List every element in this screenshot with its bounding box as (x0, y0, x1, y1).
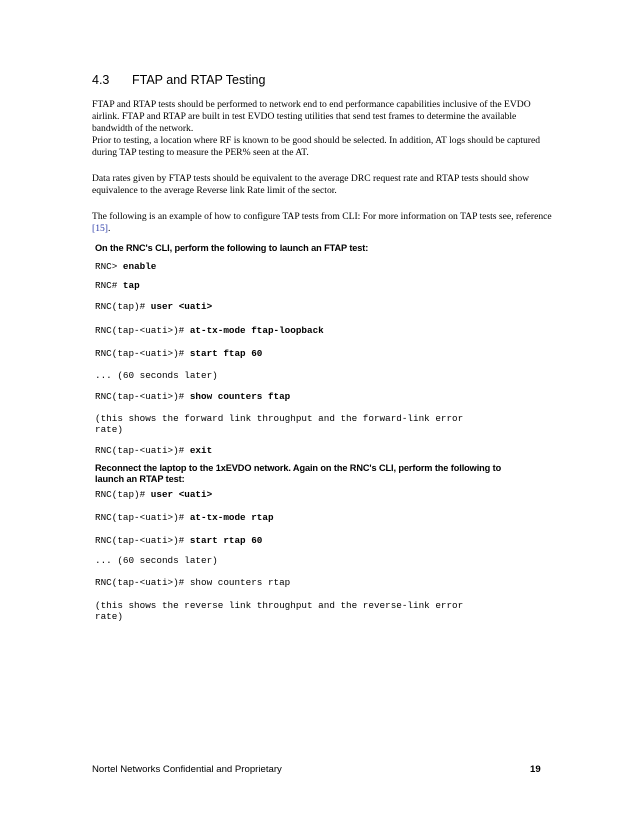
reference-link[interactable]: [15] (92, 223, 108, 234)
cli-prompt: RNC(tap-<uati>)# (95, 445, 190, 456)
cli-output: rate) (95, 611, 123, 622)
cli-command: show counters ftap (189, 391, 291, 402)
cli-prompt: RNC(tap-<uati>)# (95, 535, 190, 546)
cli-output: (this shows the forward link throughput and the forward-link error (95, 413, 464, 424)
cli-prompt: RNC(tap-<uati>)# (95, 348, 190, 359)
cli-prompt: RNC# (95, 280, 123, 291)
section-heading (92, 73, 265, 87)
paragraph-text: Data rates given by FTAP tests should be equivalent to the average DRC request rate and RTAP tests should show equivalence to the average Reverse link Rate limit of the sector. (92, 173, 530, 196)
cli-line (95, 348, 262, 359)
cli-line (95, 445, 212, 456)
paragraph-line: FTAP and RTAP tests should be performed to network end to end performance capabilities inclusive of the EVDO airlink. FTAP and RTAP are built in test EVDO testing utilities that send test frames to determine the available bandwidth of the network. (92, 99, 531, 134)
paragraph-line: Prior to testing, a location where RF is known to be good should be selected. In addition, AT logs should be captured during TAP testing to measure the PER% seen at the AT. (92, 135, 540, 158)
cli-line: RNC(tap-<uati>)# show counters rtap (95, 577, 291, 588)
cli-prompt: RNC(tap-<uati>)# (95, 512, 190, 523)
cli-prompt: RNC(tap-<uati>)# (95, 391, 190, 402)
cli-command: user <uati> (150, 301, 213, 312)
cli-line (95, 301, 212, 312)
section-title: FTAP and RTAP Testing (132, 73, 266, 87)
cli-line (95, 261, 156, 272)
cli-line (95, 489, 212, 500)
ftap-intro: On the RNC's CLI, perform the following to launch an FTAP test: (95, 243, 369, 253)
data-rates-paragraph (92, 173, 552, 197)
cli-output: rate) (95, 424, 123, 435)
cli-line (95, 280, 140, 291)
cli-output: ... (60 seconds later) (95, 555, 218, 566)
cli-line (95, 512, 274, 523)
cli-command: user <uati> (150, 489, 213, 500)
cli-line (95, 391, 290, 402)
cli-prompt: RNC(tap)# (95, 489, 151, 500)
example-paragraph (92, 211, 552, 235)
cli-prompt: RNC(tap-<uati>)# (95, 325, 190, 336)
cli-command: start rtap 60 (189, 535, 263, 546)
cli-output: (this shows the reverse link throughput and the reverse-link error (95, 600, 464, 611)
cli-command: start ftap 60 (189, 348, 263, 359)
cli-command: tap (122, 280, 140, 291)
cli-command: at-tx-mode ftap-loopback (189, 325, 324, 336)
rtap-intro: Reconnect the laptop to the 1xEVDO network. Again on the RNC's CLI, perform the following to (95, 463, 502, 473)
footer-confidential: Nortel Networks Confidential and Proprietary (92, 764, 282, 775)
page-number: 19 (530, 764, 541, 775)
section-number: 4.3 (92, 73, 110, 87)
rtap-intro: launch an RTAP test: (95, 474, 185, 484)
cli-output: ... (60 seconds later) (95, 370, 218, 381)
paragraph-text: The following is an example of how to configure TAP tests from CLI: For more information on TAP tests see, reference (92, 211, 552, 222)
intro-paragraph (92, 99, 552, 159)
cli-line (95, 325, 324, 336)
cli-command: at-tx-mode rtap (189, 512, 274, 523)
cli-prompt: RNC> (95, 261, 123, 272)
cli-command: enable (122, 261, 157, 272)
paragraph-end: . (107, 223, 111, 234)
cli-prompt: RNC(tap)# (95, 301, 151, 312)
cli-command: exit (189, 445, 213, 456)
cli-line (95, 535, 262, 546)
